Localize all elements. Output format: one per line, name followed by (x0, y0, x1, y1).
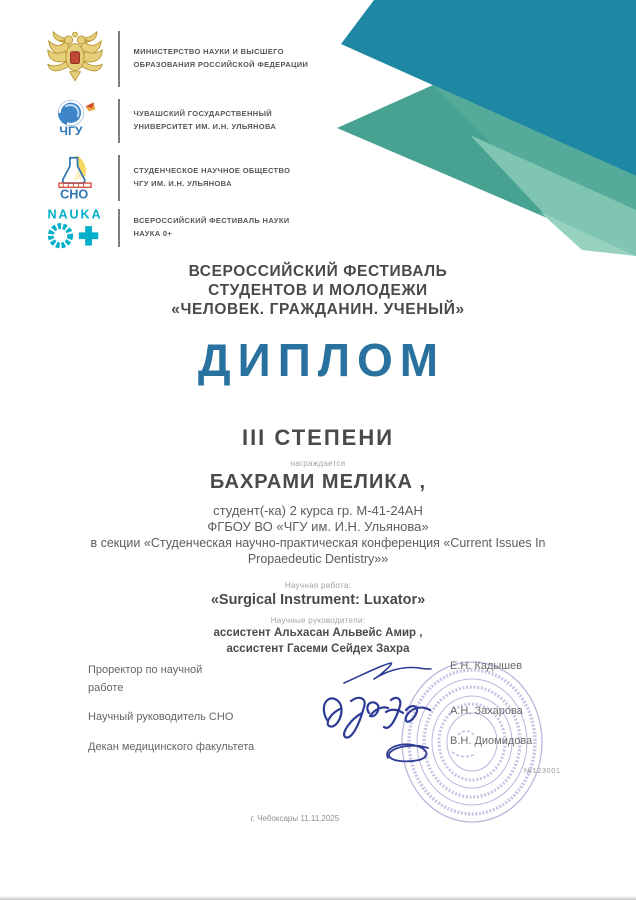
signature-1 (344, 663, 431, 683)
signature-3 (387, 744, 428, 761)
teal-light-facet (470, 135, 636, 256)
org-ministry-label: МИНИСТЕРСТВО НАУКИ И ВЫСШЕГО ОБРАЗОВАНИЯ РОССИЙСКОЙ ФЕДЕРАЦИИ (133, 47, 309, 69)
festival-title-line1: ВСЕРОССИЙСКИЙ ФЕСТИВАЛЬ (188, 263, 448, 280)
festival-title-line2: СТУДЕНТОВ И МОЛОДЕЖИ (208, 282, 428, 299)
sno-logo-icon (40, 151, 110, 205)
teal-lighter-facet (540, 212, 636, 256)
divider (118, 31, 120, 87)
nauka-0plus-logo-icon (40, 205, 110, 251)
university-line: ФГБОУ ВО «ЧГУ им. И.Н. Ульянова» (207, 519, 429, 534)
teal-mid-facet (433, 85, 636, 256)
supervisor-1: ассистент Альхасан Альвейс Амир , (213, 627, 423, 639)
russia-coat-of-arms-icon (40, 29, 110, 89)
nauka-logo-text: NAUKA (47, 207, 103, 222)
work-label: Научная работа: (284, 581, 352, 590)
chgu-logo-icon (40, 95, 110, 147)
work-title: «Surgical Instrument: Luxator» (210, 592, 426, 608)
org-university-label: ЧУВАШСКИЙ ГОСУДАРСТВЕННЫЙ УНИВЕРСИТЕТ ИМ. И.Н. УЛЬЯНОВА (133, 109, 277, 131)
teal-green-shape (337, 85, 636, 256)
org-row-sno (40, 150, 290, 206)
divider (118, 155, 120, 201)
section-line1: в секции «Студенческая научно-практическая конференция «Current Issues In (90, 536, 546, 550)
name-kadyshev: Е.Н. Кадышев (450, 660, 523, 672)
recipient-name: БАХРАМИ МЕЛИКА , (209, 471, 427, 493)
org-sno-label: СТУДЕНЧЕСКОЕ НАУЧНОЕ ОБЩЕСТВО ЧГУ ИМ. И.Н. УЛЬЯНОВА (133, 166, 291, 188)
org-row-nauka (40, 204, 289, 252)
supervisor-2: ассистент Гасеми Сейдех Захра (226, 643, 410, 655)
supervisors-label: Научные руководители: (270, 616, 366, 625)
role-vice-rector: Проректор по научной работе (88, 664, 203, 695)
sno-logo-text: СНО (60, 187, 89, 202)
scan-edge-shadow (0, 896, 636, 900)
awarded-label: награждается (290, 459, 346, 468)
diploma-title: ДИПЛОМ (197, 334, 446, 386)
student-line: студент(-ка) 2 курса гр. М-41-24АН (213, 503, 423, 518)
divider (118, 209, 120, 247)
name-diomidova: В.Н. Диомидова (450, 735, 533, 747)
stamp-number: №123001 (524, 766, 561, 775)
signature-2 (324, 698, 430, 738)
teal-dark-shape (341, 0, 636, 176)
place-date: г. Чебоксары 11.11.2025 (250, 814, 340, 823)
org-nauka-label: ВСЕРОССИЙСКИЙ ФЕСТИВАЛЬ НАУКИ НАУКА 0+ (133, 216, 290, 238)
signatures-ink (324, 663, 431, 761)
role-dean: Декан медицинского факультета (88, 741, 255, 753)
degree-line: III СТЕПЕНИ (241, 425, 395, 450)
festival-title-line3: «ЧЕЛОВЕК. ГРАЖДАНИН. УЧЕНЫЙ» (171, 301, 465, 318)
name-zakharova: А.Н. Захарова (450, 705, 523, 717)
section-line2: Propaedeutic Dentistry»» (247, 552, 389, 566)
org-row-ministry (40, 26, 308, 92)
org-row-university (40, 94, 276, 148)
divider (118, 99, 120, 143)
chgu-logo-text: ЧГУ (59, 123, 83, 138)
role-sno-head: Научный руководитель СНО (88, 711, 234, 723)
